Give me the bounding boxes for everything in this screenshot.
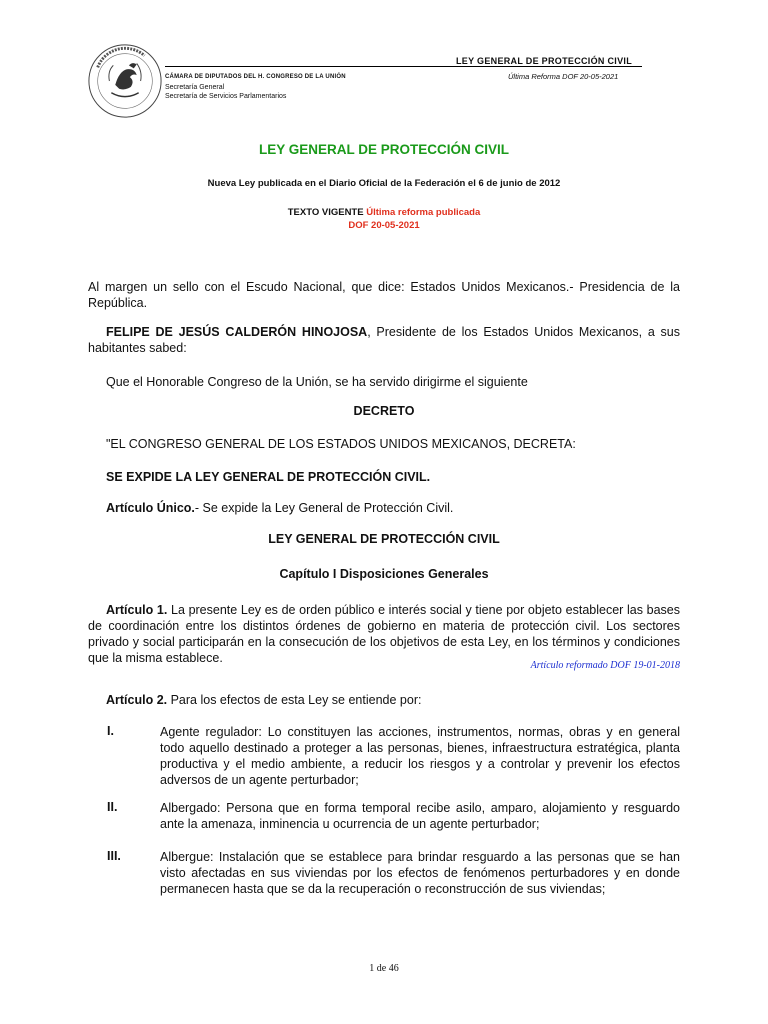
ultima-reforma: Última reforma publicada	[366, 207, 481, 218]
item-number: I.	[107, 724, 114, 738]
texto-vigente: TEXTO VIGENTE	[287, 207, 364, 218]
article-2-text: Para los efectos de esta Ley se entiende por:	[167, 693, 422, 707]
president-name: FELIPE DE JESÚS CALDERÓN HINOJOSA	[106, 325, 368, 339]
se-expide-paragraph: SE EXPIDE LA LEY GENERAL DE PROTECCIÓN CIVIL.	[106, 470, 431, 484]
articulo-unico-paragraph	[88, 500, 680, 516]
law-title: LEY GENERAL DE PROTECCIÓN CIVIL	[268, 532, 500, 546]
article-1-text: La presente Ley es de orden público e interés social y tiene por objeto establecer las bases de coordinación entre los distintos órdenes de gobierno en materia de protección civil. Los sectores privado y social participarán en la consecución de los objetivos de esta Ley, en los términos y condiciones que la misma establece.	[88, 603, 680, 665]
dof-date: DOF 20-05-2021	[348, 220, 420, 231]
congress-paragraph: Que el Honorable Congreso de la Unión, se ha servido dirigirme el siguiente	[106, 375, 528, 389]
decreto-heading: DECRETO	[353, 404, 415, 418]
header-rule	[165, 66, 642, 67]
current-text-block	[88, 206, 680, 232]
item-text: Albergado: Persona que en forma temporal recibe asilo, amparo, alojamiento y resguardo ante la amenaza, inminencia u ocurrencia de un agente perturbador;	[160, 801, 680, 831]
article-1-reform-note: Artículo reformado DOF 19-01-2018	[530, 660, 680, 671]
article-2-label: Artículo 2.	[106, 693, 168, 707]
decreta-paragraph: "EL CONGRESO GENERAL DE LOS ESTADOS UNIDOS MEXICANOS, DECRETA:	[106, 437, 576, 451]
header-parliamentary-services: Secretaría de Servicios Parlamentarios	[165, 93, 287, 100]
margin-seal-paragraph: Al margen un sello con el Escudo Nacional, que dice: Estados Unidos Mexicanos.- Presidencia de la República.	[88, 280, 680, 310]
header-organization	[165, 73, 346, 102]
president-text: , Presidente de los Estados Unidos Mexicanos, a sus habitantes sabed:	[88, 325, 680, 355]
article-1-label: Artículo 1.	[106, 603, 168, 617]
item-number: II.	[107, 800, 118, 814]
articulo-unico-label: Artículo Único.	[106, 501, 195, 515]
header-title: LEY GENERAL DE PROTECCIÓN CIVIL	[456, 56, 632, 66]
chapter-heading: Capítulo I Disposiciones Generales	[279, 567, 489, 581]
president-paragraph	[88, 324, 680, 356]
page-number: 1 de 46	[369, 963, 399, 974]
article-1	[88, 602, 680, 666]
national-seal-icon	[86, 42, 164, 120]
header-chamber: CÁMARA DE DIPUTADOS DEL H. CONGRESO DE LA UNIÓN	[165, 74, 346, 80]
header-last-reform: Última Reforma DOF 20-05-2021	[508, 72, 619, 81]
item-text: Albergue: Instalación que se establece para brindar resguardo a las personas que se han visto afectadas en sus viviendas por los efectos de fenómenos perturbadores y en donde permanecen hasta que se da la recuperación o reconstrucción de sus viviendas;	[160, 850, 680, 896]
publication-line: Nueva Ley publicada en el Diario Oficial de la Federación el 6 de junio de 2012	[207, 178, 561, 189]
item-text: Agente regulador: Lo constituyen las acciones, instrumentos, normas, obras y en general todo aquello destinado a proteger a las personas, bienes, infraestructura estratégica, planta productiva y el medio ambiente, a reducir los riesgos y a controlar y prevenir los efectos adversos de un agente perturbador;	[160, 725, 680, 787]
item-number: III.	[107, 849, 121, 863]
header-secretariat: Secretaría General	[165, 83, 225, 91]
articulo-unico-text: - Se expide la Ley General de Protección Civil.	[194, 501, 454, 515]
main-title: LEY GENERAL DE PROTECCIÓN CIVIL	[258, 142, 510, 157]
article-2	[88, 692, 680, 708]
